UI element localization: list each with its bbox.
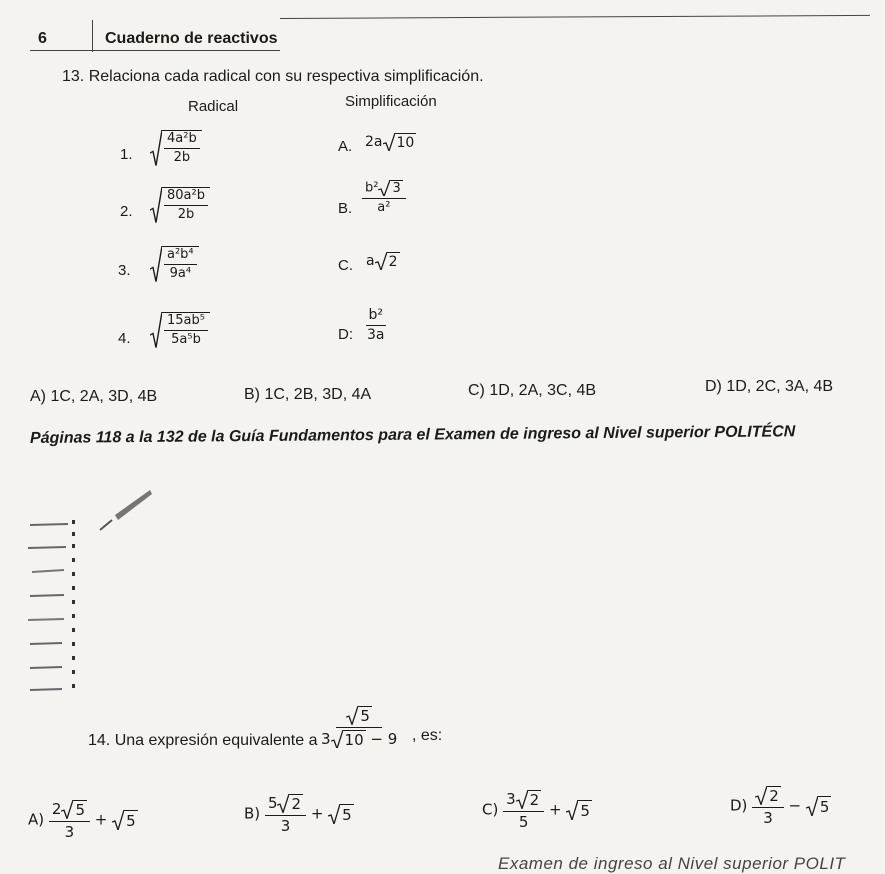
simp-c-rad: 2 (388, 254, 398, 270)
q13-prompt: 13. Relaciona cada radical con su respectiva simplificación. (62, 68, 484, 85)
q14-prompt-start: 14. Una expresión equivalente a (88, 732, 318, 749)
q14-a-op: + (94, 810, 108, 829)
footer-text: Examen de ingreso al Nivel superior POLIT (498, 854, 846, 873)
q13-col-radical: Radical (188, 98, 239, 115)
section-title: Cuaderno de reactivos (105, 30, 278, 47)
simp-b-den: a² (377, 200, 391, 216)
q14-c-tail-rad: 5 (580, 802, 590, 820)
q14-d-den: 3 (763, 808, 773, 827)
q13-option-b[interactable]: B) 1C, 2B, 3D, 4A (244, 386, 372, 403)
q14-c-den: 5 (518, 812, 529, 831)
q14-a-num-rad: 5 (75, 801, 85, 819)
margin-marker-drawing (20, 480, 160, 710)
q14-c-num-coef: 3 (506, 789, 516, 808)
q14-c-num-rad: 2 (529, 791, 540, 809)
simp-c-coef: a (366, 253, 375, 269)
q14-den-coef: 3 (321, 729, 331, 748)
radical-1-den: 2b (173, 150, 191, 166)
header-divider (92, 20, 93, 52)
radical-3-num: a²b⁴ (164, 248, 197, 265)
simp-b-label: B. (338, 200, 353, 217)
q14-b-den: 3 (280, 816, 291, 835)
radical-1 (150, 130, 202, 166)
q14-a-num-coef: 2 (51, 799, 62, 818)
q14-a-den: 3 (64, 822, 75, 841)
reference-line: Páginas 118 a la 132 de la Guía Fundamentos para el Examen de ingreso al Nivel superior POLITÉCN (29, 423, 796, 447)
simp-b-num-rad: 3 (392, 181, 401, 196)
radical-3-label: 3. (118, 262, 131, 279)
q14-d-num-rad: 2 (769, 787, 779, 805)
q14-option-c-label: C) (482, 800, 499, 819)
simp-d (364, 308, 388, 344)
q14-option-b[interactable] (244, 794, 354, 834)
q14-option-a[interactable] (28, 800, 138, 840)
simp-d-label: D: (338, 326, 353, 343)
radical-2-label: 2. (120, 203, 133, 220)
q14-d-op: − (788, 796, 802, 815)
q14-d-tail-rad: 5 (819, 798, 830, 816)
q13-option-d[interactable]: D) 1D, 2C, 3A, 4B (705, 378, 834, 395)
radical-4-num: 15ab⁵ (164, 314, 208, 331)
simp-b-num-coef: b² (365, 180, 379, 196)
radical-3-den: 9a⁴ (169, 266, 192, 282)
radical-4 (150, 312, 210, 348)
q14-prompt-end: , es: (412, 727, 443, 744)
header-underline (30, 50, 280, 51)
q14-option-c[interactable] (482, 790, 592, 830)
radical-3 (150, 246, 199, 282)
radical-4-label: 4. (118, 330, 131, 347)
q14-option-d[interactable] (730, 786, 831, 826)
q14-option-a-label: A) (28, 810, 45, 829)
radical-4-den: 5a⁵b (171, 332, 201, 348)
simp-c-label: C. (338, 257, 353, 274)
q14-num-rad: 5 (360, 707, 370, 725)
q14-a-tail-rad: 5 (126, 812, 136, 830)
simp-a-coef: 2a (365, 134, 383, 150)
q14-c-op: + (548, 800, 562, 819)
q14-b-num-rad: 2 (291, 795, 302, 813)
q14-option-d-label: D) (730, 796, 748, 815)
q14-den-rad: 10 (344, 730, 364, 749)
simp-d-den: 3a (367, 327, 385, 344)
q13-option-a[interactable]: A) 1C, 2A, 3D, 4B (30, 388, 158, 405)
q13-option-c[interactable]: C) 1D, 2A, 3C, 4B (468, 382, 597, 399)
q13-col-simplificacion: Simplificación (345, 93, 437, 110)
q14-b-num-coef: 5 (267, 793, 278, 812)
header-top-rule (280, 15, 870, 19)
simp-a-label: A. (338, 138, 353, 155)
radical-2-den: 2b (177, 207, 195, 223)
q14-expression (318, 706, 400, 748)
radical-1-num: 4a²b (164, 132, 200, 149)
simp-a (365, 133, 416, 151)
radical-2 (150, 187, 210, 223)
simp-c (366, 252, 400, 270)
simp-a-rad: 10 (396, 135, 415, 151)
radical-2-num: 80a²b (164, 189, 208, 206)
q14-b-tail-rad: 5 (342, 806, 352, 824)
q14-b-op: + (310, 804, 324, 823)
simp-b (362, 180, 406, 216)
simp-d-num: b² (366, 308, 387, 326)
q14-den-tail: − 9 (370, 729, 398, 748)
radical-1-label: 1. (120, 146, 133, 163)
page-number: 6 (38, 30, 47, 47)
q14-option-b-label: B) (244, 804, 261, 823)
